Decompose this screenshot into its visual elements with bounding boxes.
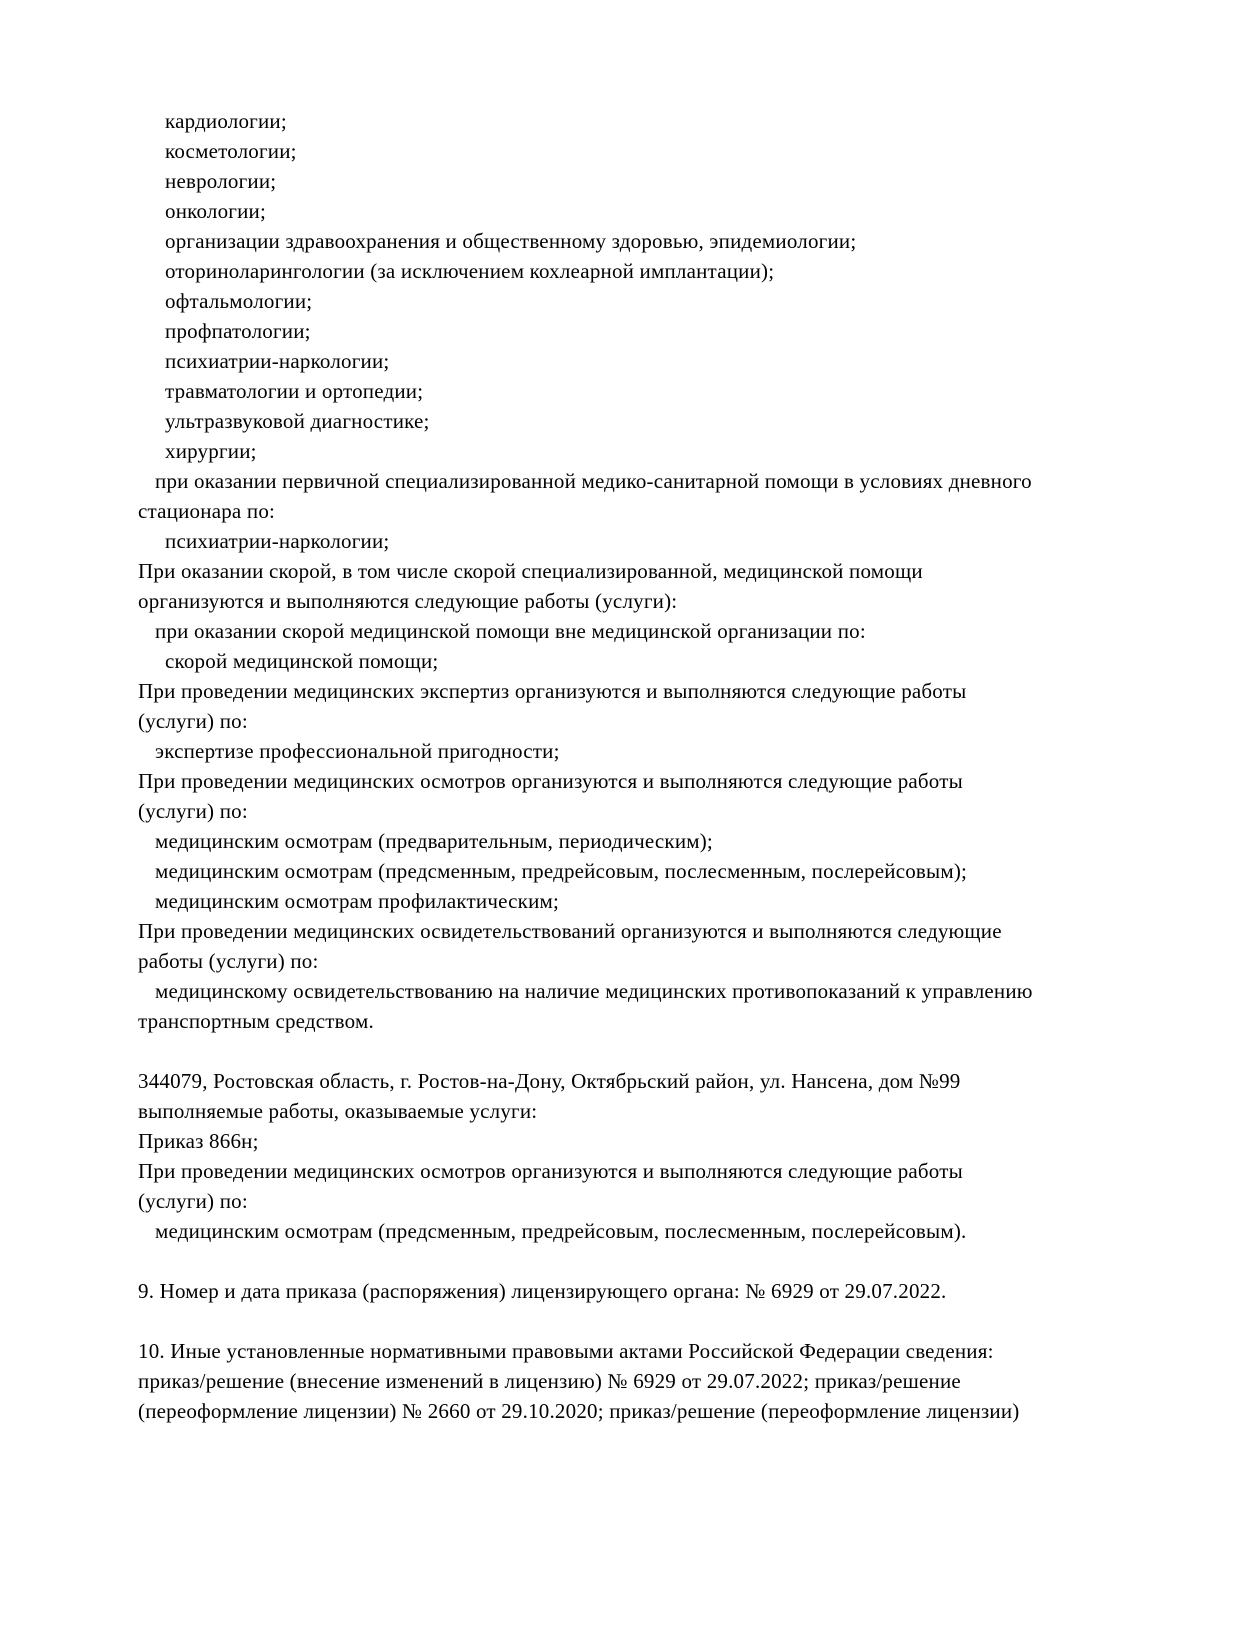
text-line: (переоформление лицензии) № 2660 от 29.10.2020; приказ/решение (переоформление лицензии)	[138, 1399, 1020, 1423]
text-line: 344079, Ростовская область, г. Ростов-на-Дону, Октябрьский район, ул. Нансена, дом №99	[138, 1069, 961, 1093]
text-line: При проведении медицинских экспертиз организуются и выполняются следующие работы	[138, 679, 967, 703]
text-line: оториноларингологии (за исключением кохлеарной имплантации);	[165, 259, 775, 283]
text-line: организуются и выполняются следующие работы (услуги):	[138, 589, 678, 613]
text-line: медицинскому освидетельствованию на наличие медицинских противопоказаний к управлению	[155, 979, 1033, 1003]
text-line: При проведении медицинских освидетельствований организуются и выполняются следующие	[138, 919, 1002, 943]
text-line: организации здравоохранения и общественному здоровью, эпидемиологии;	[165, 229, 857, 253]
text-line: косметологии;	[165, 139, 297, 163]
text-line: медицинским осмотрам (предсменным, предрейсовым, послесменным, послерейсовым).	[155, 1219, 967, 1243]
text-line: стационара по:	[138, 499, 276, 523]
text-line: кардиологии;	[165, 109, 287, 133]
text-line: экспертизе профессиональной пригодности;	[155, 739, 560, 763]
text-line: психиатрии-наркологии;	[165, 349, 390, 373]
text-line: выполняемые работы, оказываемые услуги:	[138, 1099, 538, 1123]
text-line: при оказании скорой медицинской помощи вне медицинской организации по:	[155, 619, 866, 643]
text-line: при оказании первичной специализированной медико-санитарной помощи в условиях дневного	[155, 469, 1032, 493]
text-line: (услуги) по:	[138, 1189, 248, 1213]
text-line: транспортным средством.	[138, 1009, 374, 1033]
text-line: офтальмологии;	[165, 289, 313, 313]
text-line: (услуги) по:	[138, 799, 248, 823]
blank-line	[138, 1036, 1128, 1066]
text-line: психиатрии-наркологии;	[165, 529, 390, 553]
text-line: (услуги) по:	[138, 709, 248, 733]
text-line: 10. Иные установленные нормативными правовыми актами Российской Федерации сведения:	[138, 1339, 994, 1363]
text-line: работы (услуги) по:	[138, 949, 319, 973]
text-line: приказ/решение (внесение изменений в лицензию) № 6929 от 29.07.2022; приказ/решение	[138, 1369, 961, 1393]
text-line: медицинским осмотрам профилактическим;	[155, 889, 560, 913]
text-line: травматологии и ортопедии;	[165, 379, 424, 403]
text-line: медицинским осмотрам (предварительным, периодическим);	[155, 829, 713, 853]
text-line: неврологии;	[165, 169, 277, 193]
text-line: Приказ 866н;	[138, 1129, 259, 1153]
blank-line	[138, 1306, 1128, 1336]
text-line: онкологии;	[165, 199, 267, 223]
text-line: При проведении медицинских осмотров организуются и выполняются следующие работы	[138, 769, 963, 793]
text-line: медицинским осмотрам (предсменным, предрейсовым, послесменным, послерейсовым);	[155, 859, 968, 883]
text-line: 9. Номер и дата приказа (распоряжения) лицензирующего органа: № 6929 от 29.07.2022.	[138, 1279, 947, 1303]
text-line: профпатологии;	[165, 319, 311, 343]
text-line: ультразвуковой диагностике;	[165, 409, 430, 433]
text-line: хирургии;	[165, 439, 257, 463]
text-line: При оказании скорой, в том числе скорой специализированной, медицинской помощи	[138, 559, 923, 583]
document-text-block	[138, 106, 1128, 1426]
text-line: При проведении медицинских осмотров организуются и выполняются следующие работы	[138, 1159, 963, 1183]
text-line: скорой медицинской помощи;	[165, 649, 439, 673]
blank-line	[138, 1246, 1128, 1276]
